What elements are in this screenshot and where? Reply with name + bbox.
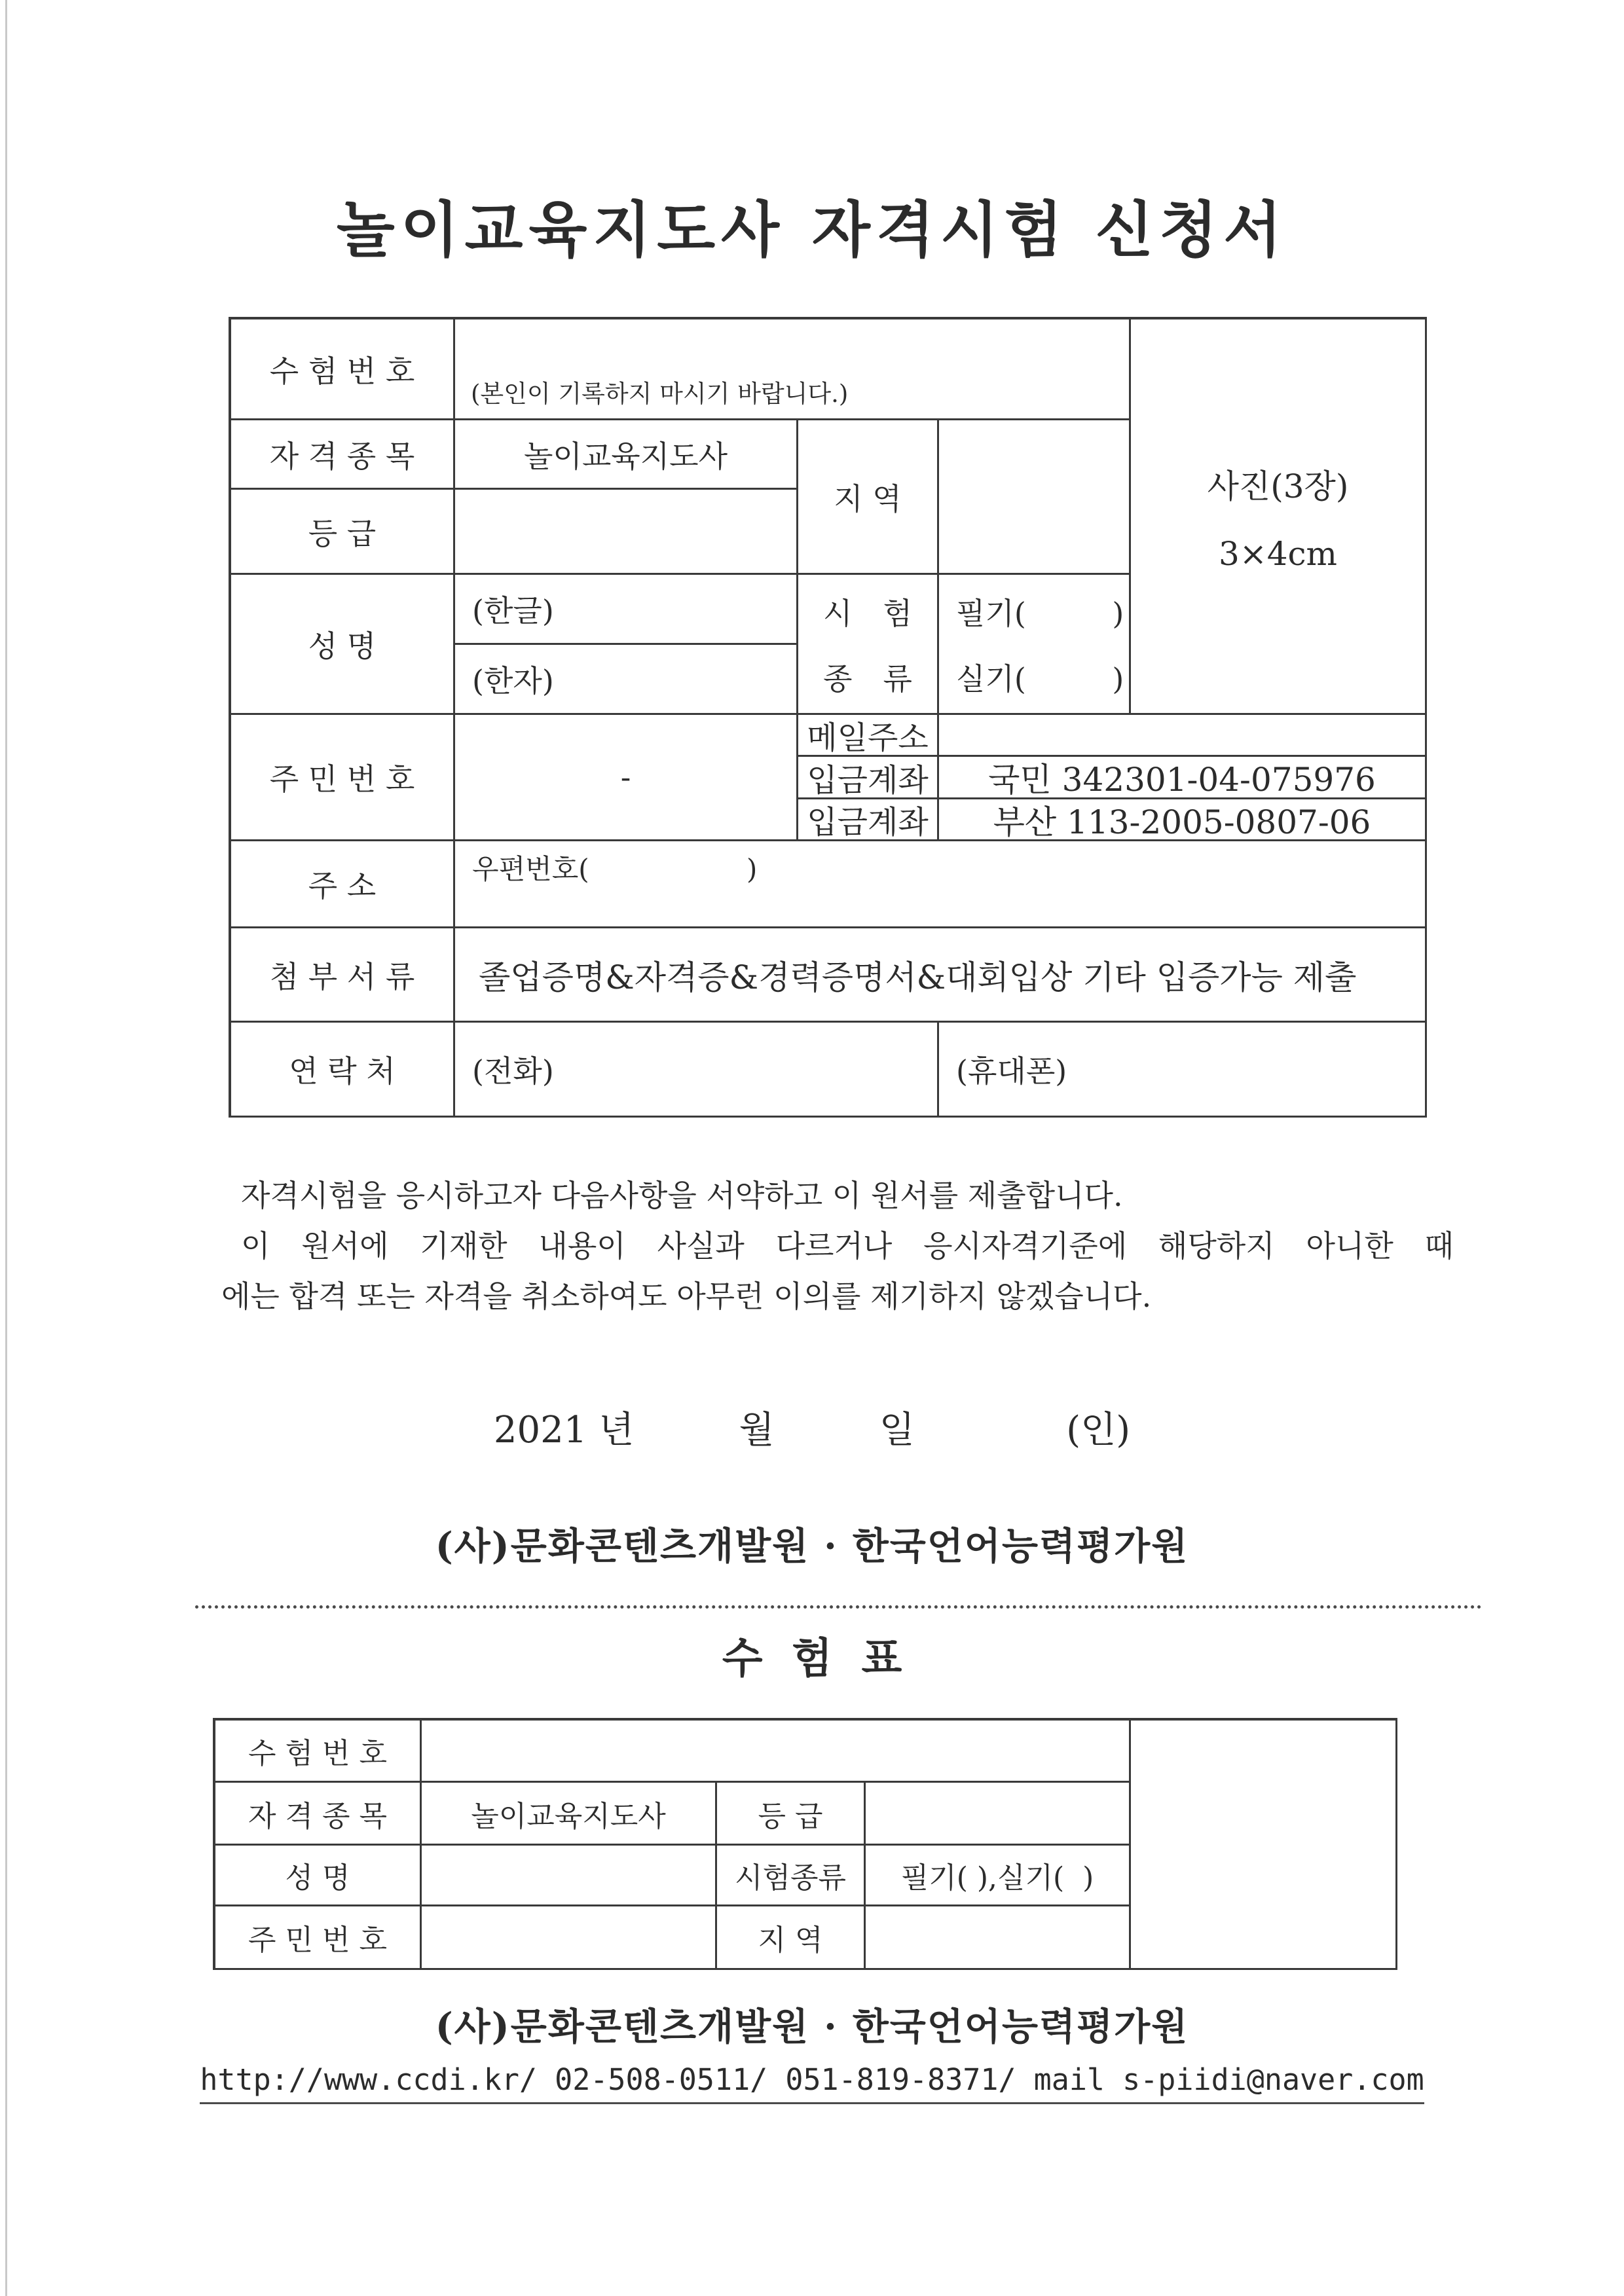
email-label: 메일주소 [807,720,929,756]
footer-contact-line [0,2062,1624,2104]
ticket-exam-number-label-cell [215,1721,422,1783]
contact-label: 연 락 처 [289,1053,396,1089]
account2-value: 부산 113-2005-0807-06 [993,803,1371,841]
photo-box-line2: 3×4cm [1219,534,1337,573]
account1-label-cell [798,757,939,799]
ticket-exam-type-value-cell [866,1846,1131,1906]
region-value-cell [939,420,1131,575]
ticket-category-value: 놀이교육지도사 [471,1799,666,1833]
account1-value-cell [939,757,1427,799]
exam-type-label-cell [798,575,939,715]
exam-number-value-cell [455,319,1131,420]
email-value-cell [939,715,1427,757]
ticket-exam-number-value-cell [422,1721,1131,1783]
exam-type-value-cell [939,575,1131,715]
footer-contact-text: http://www.ccdi.kr/ 02-508-0511/ 051-819-8371/ mail s-piidi@naver.com [200,2062,1424,2104]
ticket-region-value-cell [866,1906,1131,1970]
grade-value-cell [455,490,798,575]
category-value: 놀이교육지도사 [523,438,728,474]
name-label: 성 명 [308,628,377,664]
application-table [229,317,1427,1118]
organization-name: (사)문화콘텐츠개발원 · 한국언어능력평가원 [435,1524,1189,1568]
ticket-resident-id-value-cell [422,1906,717,1970]
ticket-grade-label-cell [717,1783,866,1846]
resident-id-value-cell [455,715,798,841]
exam-type-label-line1: 시 험 [823,595,912,631]
contact-phone-label: (전화) [472,1053,554,1089]
address-label: 주 소 [308,868,377,903]
attachments-label: 첨 부 서 류 [269,958,415,994]
ticket-exam-type-value: 필기( ),실기( ) [900,1861,1094,1895]
resident-id-label-cell [231,715,455,841]
attachments-value: 졸업증명&자격증&경력증명서&대회입상 기타 입증가능 제출 [479,958,1357,996]
attachments-label-cell [231,928,455,1023]
ticket-category-label: 자 격 종 목 [248,1799,387,1833]
pledge-line-1: 자격시험을 응시하고자 다음사항을 서약하고 이 원서를 제출합니다. [241,1178,1123,1213]
name-hangul-label: (한글) [472,593,554,629]
ticket-photo-box [1131,1721,1397,1970]
contact-phone-cell [455,1023,939,1118]
ticket-exam-number-label: 수 험 번 호 [248,1737,387,1770]
photo-box-line1: 사진(3장) [1207,467,1349,505]
ticket-name-value-cell [422,1846,717,1906]
ticket-resident-id-label: 주 민 번 호 [248,1923,387,1957]
category-value-cell [455,420,798,490]
grade-label-cell [231,490,455,575]
account1-label: 입금계좌 [807,761,929,799]
scan-edge-artifact [5,0,7,2296]
region-label-cell [798,420,939,575]
ticket-exam-type-label: 시험종류 [734,1861,846,1895]
ticket-grade-label: 등 급 [758,1799,823,1833]
ticket-exam-type-label-cell [717,1846,866,1906]
exam-type-practical: 실기( ) [956,661,1124,697]
ticket-region-label: 지 역 [758,1923,823,1957]
resident-id-dash: - [620,759,631,795]
address-value-cell [455,841,1427,928]
grade-label: 등 급 [308,515,377,551]
page-title: 놀이교육지도사 자격시험 신청서 [336,194,1288,265]
name-hanja-cell [455,645,798,715]
exam-number-note: (본인이 기록하지 마시기 바랍니다.) [471,380,849,408]
exam-type-written: 필기( ) [956,595,1124,631]
category-label: 자 격 종 목 [269,438,415,474]
email-label-cell [798,715,939,757]
account2-label-cell [798,799,939,841]
exam-type-label-line2: 종 류 [823,661,912,697]
contact-mobile-label: (휴대폰) [956,1053,1067,1089]
exam-ticket-table [213,1718,1397,1970]
resident-id-label: 주 민 번 호 [269,761,415,797]
footer-organization-name: (사)문화콘텐츠개발원 · 한국언어능력평가원 [435,2005,1189,2049]
exam-ticket-title: 수 험 표 [722,1634,902,1683]
exam-number-label: 수 험 번 호 [269,353,415,389]
contact-label-cell [231,1023,455,1118]
account1-value: 국민 342301-04-075976 [988,761,1376,799]
name-hanja-label: (한자) [472,663,554,699]
account2-value-cell [939,799,1427,841]
name-label-cell [231,575,455,715]
name-hangul-cell [455,575,798,645]
ticket-resident-id-label-cell [215,1906,422,1970]
account2-label: 입금계좌 [807,804,929,841]
cut-line-separator [195,1605,1482,1609]
category-label-cell [231,420,455,490]
postal-code-field: 우편번호( ) [472,853,758,885]
exam-number-label-cell [231,319,455,420]
address-label-cell [231,841,455,928]
contact-mobile-cell [939,1023,1427,1118]
ticket-category-label-cell [215,1783,422,1846]
date-signature-line: 2021 년 월 일 (인) [493,1409,1131,1451]
photo-box [1131,319,1427,715]
ticket-name-label: 성 명 [285,1861,350,1895]
ticket-grade-value-cell [866,1783,1131,1846]
pledge-paragraph [221,1171,1454,1322]
pledge-line-2: 이 원서에 기재한 내용이 사실과 다르거나 응시자격기준에 해당하지 아니한 때 [241,1228,1454,1264]
ticket-name-label-cell [215,1846,422,1906]
pledge-line-3: 에는 합격 또는 자격을 취소하여도 아무런 이의를 제기하지 않겠습니다. [221,1279,1152,1314]
ticket-category-value-cell [422,1783,717,1846]
region-label: 지 역 [834,481,902,517]
attachments-value-cell [455,928,1427,1023]
ticket-region-label-cell [717,1906,866,1970]
